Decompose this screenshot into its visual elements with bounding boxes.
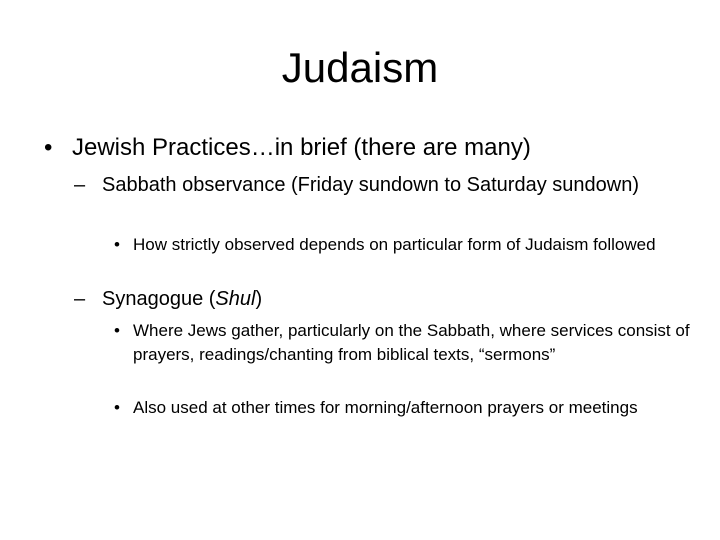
- synagogue-text: Synagogue (: [102, 288, 216, 310]
- sub-sub-bullet-text: How strictly observed depends on particular form of Judaism followed: [133, 235, 656, 254]
- sub-sub-bullet-observance: [114, 233, 704, 257]
- bullet-marker: •: [114, 235, 120, 254]
- sub-sub-bullet-gather: [114, 319, 704, 367]
- bullet-jewish-practices: [44, 131, 704, 165]
- bullet-marker: •: [44, 134, 53, 161]
- bullet-marker: •: [114, 398, 120, 417]
- sub-bullet-text: [102, 285, 694, 313]
- sub-sub-bullet-other-times: [114, 396, 704, 420]
- closing-paren-text: ): [255, 288, 263, 310]
- slide-title: Judaism: [281, 44, 439, 91]
- bullet-marker: •: [114, 321, 120, 340]
- dash-marker: –: [74, 174, 86, 196]
- sub-bullet-synagogue: [74, 285, 694, 313]
- sub-sub-bullet-text: Where Jews gather, particularly on the Sabbath, where services consist of prayers, readings/chanting from biblical texts, “sermons”: [133, 321, 690, 364]
- sub-sub-bullet-text: Also used at other times for morning/afternoon prayers or meetings: [133, 398, 638, 417]
- sub-bullet-text: Sabbath observance (Friday sundown to Saturday sundown): [102, 174, 639, 196]
- dash-marker: –: [74, 288, 86, 310]
- bullet-text: Jewish Practices…in brief (there are many): [72, 134, 531, 161]
- shul-italic-text: Shul: [215, 288, 256, 310]
- sub-bullet-sabbath: [74, 171, 694, 199]
